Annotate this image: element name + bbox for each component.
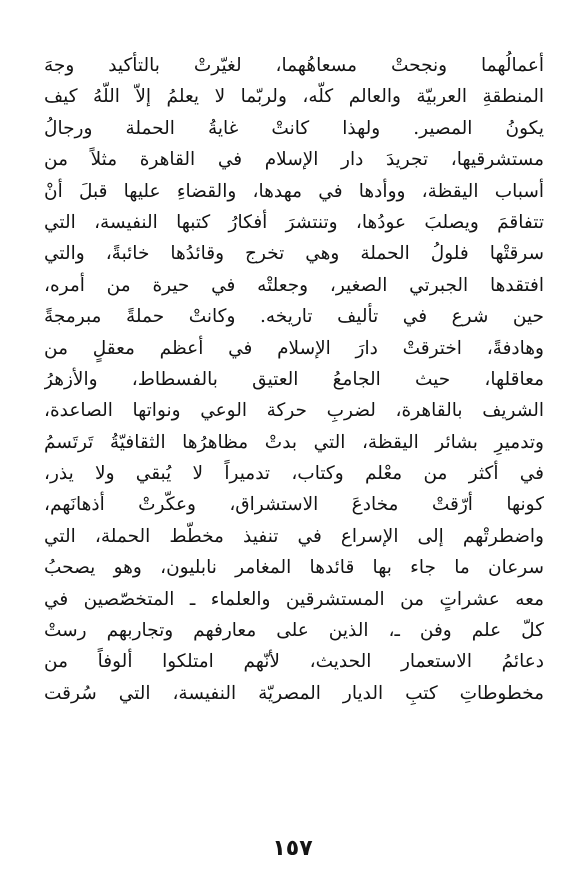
text-line: في أكثر من معْلم وكتاب، تدميراً لا يُبقي ولا يذر، <box>44 463 544 485</box>
text-line: افتقدها الجبرتي الصغير، وجعلتْه في حيرة من أمره، <box>44 274 544 296</box>
body-text <box>44 50 544 709</box>
text-line: وهادفةً، اخترقتْ دارَ الإسلام في أعظم معقلٍ من <box>44 337 544 359</box>
text-line: معاقلها، حيث الجامعُ العتيق بالفسطاط، والأزهرُ <box>44 368 544 390</box>
text-line: حين شرع في تأليف تاريخه. وكانتْ حملةً مبرمجةً <box>44 306 544 328</box>
text-line: يكونُ المصير. ولهذا كانتْ غايةُ الحملة ورجالُ <box>44 117 544 139</box>
text-line: تتفاقمَ ويصلبَ عودُها، وتنتشرَ أفكارُ كتبها النفيسة، التي <box>44 211 544 233</box>
text-line: واضطرتْهم إلى الإسراع في تنفيذ مخطّط الحملة، التي <box>44 525 544 547</box>
text-line: دعائمُ الاستعمار الحديث، لأنّهم امتلكوا ألوفاً من <box>44 651 544 673</box>
text-line: المنطقةِ العربيّة والعالم كلّه، ولربّما لا يعلمُ إلاّ اللّهُ كيف <box>44 86 544 108</box>
text-line: أسباب اليقظة، ووأدها في مهدها، والقضاءِ عليها قبلَ أنْ <box>44 180 544 202</box>
text-line: أعمالُهما ونجحتْ مسعاهُهما، لغيّرتْ بالتأكيد وجهَ <box>44 55 544 76</box>
text-line: كونها أرّقتْ مخادعَ الاستشراق، وعكّرتْ أذهانَهم، <box>44 494 544 516</box>
text-line: مستشرقيها، تجريدَ دار الإسلام في القاهرة مثلاً من <box>44 149 544 171</box>
text-line: مخطوطاتِ كتبِ الديار المصريّة النفيسة، التي سُرقت <box>44 682 544 704</box>
text-line: وتدميرِ بشائر اليقظة، التي بدتْ مظاهرُها الثقافيّةُ تَرتَسمُ <box>44 431 544 453</box>
text-line: الشريف بالقاهرة، لضربِ حركة الوعي ونواتها الصاعدة، <box>44 400 544 422</box>
text-line: كلّ علم وفن ـ، الذين على معارفهم وتجاربهم رستْ <box>44 620 544 642</box>
text-line: سرقتْها فلولُ الحملة وهي تخرج وقائدُها خائبةً، والتي <box>44 243 544 265</box>
page-number: ١٥٧ <box>272 836 313 861</box>
text-line: سرعان ما جاء بها قائدها المغامر نابليون، وهو يصحبُ <box>44 557 544 579</box>
text-line: معه عشراتٍ من المستشرقين والعلماء ـ المتخصّصين في <box>44 588 544 610</box>
